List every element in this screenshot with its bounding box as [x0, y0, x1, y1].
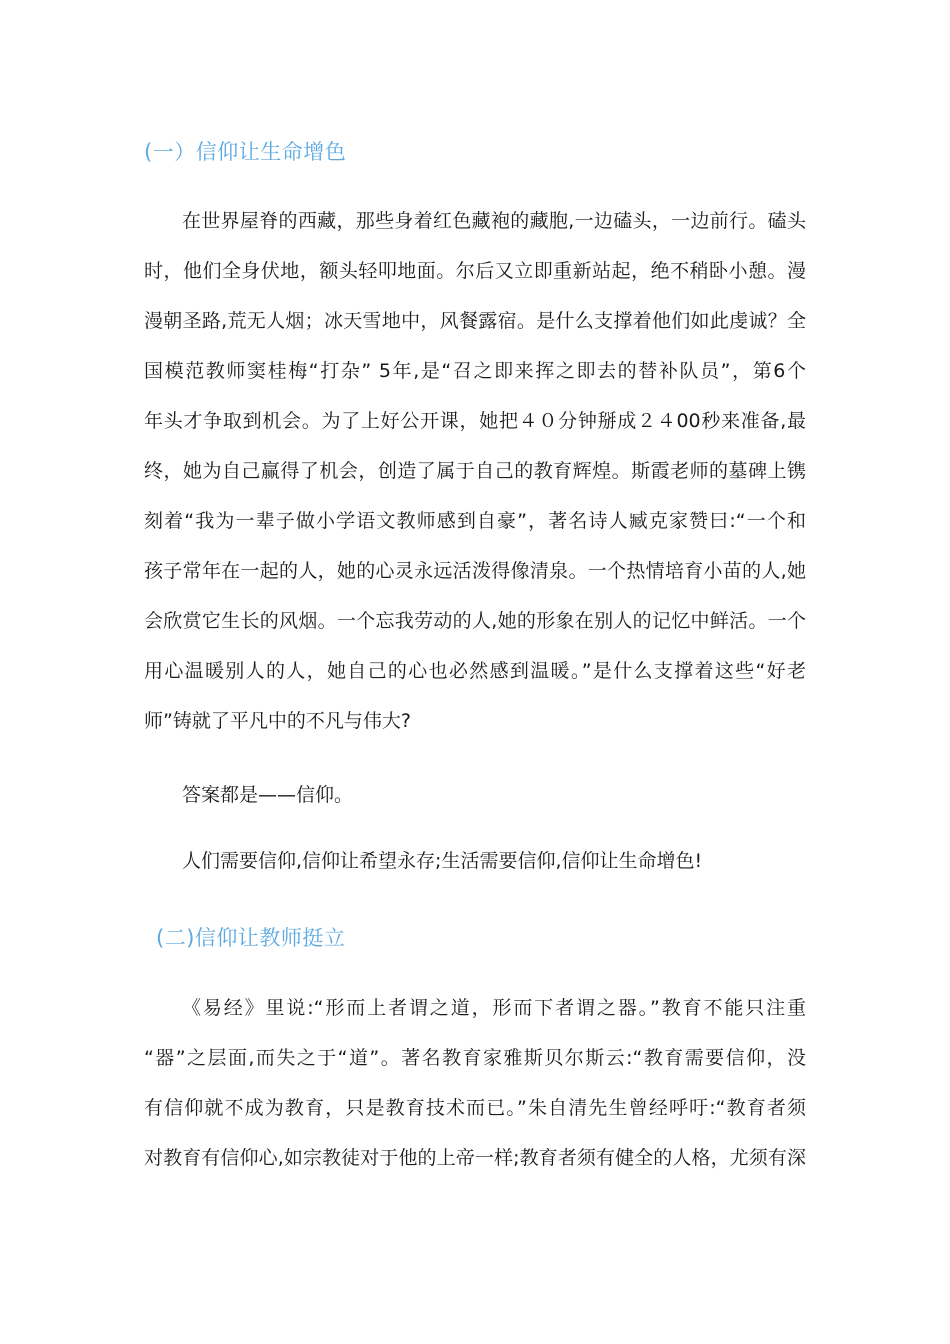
- text-line: 答案都是——信仰。: [182, 784, 354, 806]
- text-line: 人们需要信仰,信仰让希望永存;生活需要信仰,信仰让生命增色!: [182, 850, 703, 872]
- section-heading-2: (二)信仰让教师挺立: [156, 926, 346, 950]
- text-line: 师”铸就了平凡中的不凡与伟大?: [144, 710, 411, 732]
- text-line: 孩子常年在一起的人，她的心灵永远活泼得像清泉。一个热情培育小苗的人,她: [144, 560, 806, 582]
- section2-paragraph-1: [144, 983, 806, 1183]
- section-heading-1: (一）信仰让生命增色: [144, 140, 347, 164]
- text-line: 刻着“我为一辈子做小学语文教师感到自豪”，著名诗人臧克家赞曰:“一个和: [144, 510, 806, 532]
- text-line: 会欣赏它生长的风烟。一个忘我劳动的人,她的形象在别人的记忆中鲜活。一个: [144, 610, 806, 632]
- text-line: 终，她为自己赢得了机会，创造了属于自己的教育辉煌。斯霞老师的墓碑上镌: [144, 460, 806, 482]
- text-line: “器”之层面,而失之于“道”。著名教育家雅斯贝尔斯云:“教育需要信仰，没: [144, 1047, 806, 1069]
- text-line: 国模范教师窦桂梅“打杂” 5年,是“召之即来挥之即去的替补队员”，第6个: [144, 360, 806, 382]
- section1-paragraph-2: [144, 770, 806, 820]
- text-line: 在世界屋脊的西藏，那些身着红色藏袍的藏胞,一边磕头，一边前行。磕头: [182, 210, 806, 232]
- text-line: 年头才争取到机会。为了上好公开课，她把４０分钟掰成２４00秒来准备,最: [144, 410, 806, 432]
- text-line: 对教育有信仰心,如宗教徒对于他的上帝一样;教育者须有健全的人格，尤须有深: [144, 1147, 806, 1169]
- text-line: 用心温暖别人的人，她自己的心也必然感到温暖。”是什么支撑着这些“好老: [144, 660, 806, 682]
- text-line: 有信仰就不成为教育，只是教育技术而已。”朱自清先生曾经呼吁:“教育者须: [144, 1097, 806, 1119]
- text-line: 《易经》里说:“形而上者谓之道，形而下者谓之器。”教育不能只注重: [182, 997, 806, 1019]
- text-line: 漫朝圣路,荒无人烟；冰天雪地中，风餐露宿。是什么支撑着他们如此虔诚？全: [144, 310, 806, 332]
- section1-paragraph-3: [144, 836, 806, 886]
- section1-paragraph-1: [144, 196, 806, 746]
- text-line: 时，他们全身伏地，额头轻叩地面。尔后又立即重新站起，绝不稍卧小憩。漫: [144, 260, 806, 282]
